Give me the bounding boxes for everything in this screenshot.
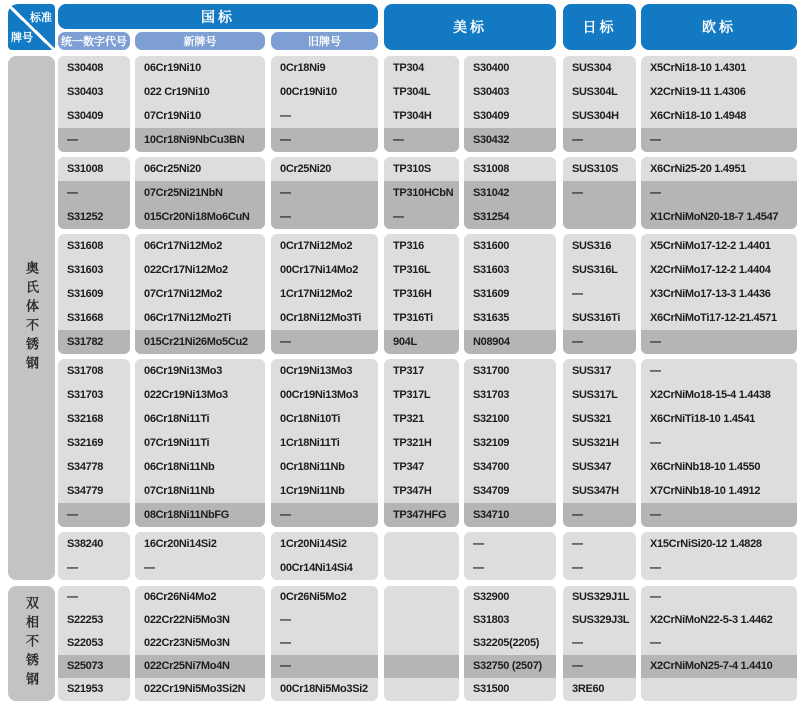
grade-cell: — — [641, 503, 797, 527]
grade-cell: X6CrNi18-10 1.4948 — [650, 110, 747, 122]
grade-group-block — [58, 359, 130, 527]
grade-cell: TP304H — [393, 110, 432, 122]
grade-cell: 1Cr17Ni12Mo2 — [280, 288, 353, 300]
grade-cell: S32100 — [473, 413, 510, 425]
grade-cell: SUS321H — [572, 437, 619, 449]
grade-cell: — — [650, 637, 661, 649]
grade-cell: — — [67, 591, 78, 603]
grade-cell: 06Cr25Ni20 — [144, 163, 201, 175]
grade-group-block — [384, 56, 459, 152]
grade-cell: 0Cr18Ni9 — [280, 62, 326, 74]
grade-cell: — — [650, 365, 661, 377]
grade-cell: — — [58, 128, 130, 152]
grade-cell: S31668 — [67, 312, 104, 324]
grade-cell: SUS329J1L — [572, 591, 630, 603]
section-label — [8, 56, 55, 580]
grade-cell: 022Cr22Ni5Mo3N — [144, 614, 230, 626]
grade-cell: 022Cr19Ni13Mo3 — [144, 389, 228, 401]
grade-cell — [384, 632, 459, 655]
new-grade-header: 新牌号 — [135, 32, 265, 50]
grade-cell — [641, 678, 797, 701]
grade-cell: 015Cr20Ni18Mo6CuN — [135, 205, 265, 229]
grade-cell: 0Cr18Ni12Mo3Ti — [280, 312, 362, 324]
grade-cell: 00Cr14Ni14Si4 — [280, 562, 353, 574]
grade-cell: 015Cr21Ni26Mo5Cu2 — [135, 330, 265, 354]
grade-group-block — [58, 586, 130, 701]
grade-cell: — — [473, 538, 484, 550]
grade-group-block — [58, 157, 130, 229]
grade-cell: 00Cr18Ni5Mo3Si2 — [280, 683, 368, 695]
grade-group-block — [641, 157, 797, 229]
grade-cell: — — [58, 181, 130, 205]
grade-cell: 022Cr17Ni12Mo2 — [144, 264, 228, 276]
eu-standard-header: 欧标 — [641, 4, 797, 50]
grade-group-block — [563, 234, 636, 354]
grade-group-block — [58, 234, 130, 354]
grade-group-block — [271, 359, 378, 527]
grade-cell: S31782 — [58, 330, 130, 354]
grade-cell: TP304L — [393, 86, 431, 98]
standard-column — [135, 56, 265, 701]
grade-cell: TP321H — [393, 437, 432, 449]
grade-cell: 0Cr18Ni10Ti — [280, 413, 341, 425]
grade-cell: — — [271, 503, 378, 527]
grade-cell: S31635 — [473, 312, 510, 324]
grade-cell: 1Cr19Ni11Nb — [280, 485, 345, 497]
grade-cell — [563, 205, 636, 229]
grade-cell: X1CrNiMoN20-18-7 1.4547 — [641, 205, 797, 229]
grade-cell: SUS316Ti — [572, 312, 621, 324]
grade-cell: 0Cr25Ni20 — [280, 163, 332, 175]
grade-cell: S31703 — [67, 389, 104, 401]
grade-group-block — [384, 234, 459, 354]
grade-cell: TP347H — [393, 485, 432, 497]
grade-cell: S30409 — [473, 110, 510, 122]
grade-cell: 06Cr17Ni12Mo2Ti — [144, 312, 232, 324]
grade-cell: — — [271, 330, 378, 354]
grade-cell: TP347HFG — [384, 503, 459, 527]
grade-cell: 07Cr25Ni21NbN — [135, 181, 265, 205]
grade-group-block — [464, 157, 556, 229]
grade-cell — [384, 556, 459, 580]
grade-group-block — [58, 532, 130, 580]
grade-cell: SUS317 — [572, 365, 612, 377]
grade-cell: X7CrNiNb18-10 1.4912 — [650, 485, 761, 497]
grade-cell: SUS347 — [572, 461, 612, 473]
grade-cell: 00Cr17Ni14Mo2 — [280, 264, 359, 276]
grade-cell: 0Cr26Ni5Mo2 — [280, 591, 347, 603]
table-body — [8, 56, 797, 701]
grade-cell: 06Cr26Ni4Mo2 — [144, 591, 217, 603]
grade-cell: SUS321 — [572, 413, 612, 425]
grade-group-block — [464, 586, 556, 701]
grade-cell: TP304 — [393, 62, 424, 74]
table-header — [8, 4, 797, 50]
grade-cell: — — [58, 503, 130, 527]
grade-cell: 07Cr18Ni11Nb — [144, 485, 215, 497]
grade-cell: S30400 — [473, 62, 510, 74]
grade-cell: SUS304 — [572, 62, 612, 74]
grade-cell: N08904 — [464, 330, 556, 354]
grade-cell: X2CrNi19-11 1.4306 — [650, 86, 746, 98]
grade-cell: S21953 — [67, 683, 104, 695]
grade-cell: SUS347H — [572, 485, 619, 497]
grade-cell: — — [572, 288, 583, 300]
grade-cell: S31600 — [473, 240, 510, 252]
grade-cell: 08Cr18Ni11NbFG — [135, 503, 265, 527]
grade-cell: X2CrNiMo18-15-4 1.4438 — [650, 389, 771, 401]
grade-cell: 022Cr23Ni5Mo3N — [144, 637, 230, 649]
corner-label-standard: 标准 — [30, 12, 52, 24]
grade-cell: TP347 — [393, 461, 424, 473]
grade-cell: SUS310S — [572, 163, 619, 175]
standard-column — [384, 56, 459, 701]
grade-group-block — [563, 157, 636, 229]
grade-cell: TP316L — [393, 264, 431, 276]
grade-cell — [384, 678, 459, 701]
grade-cell: TP317L — [393, 389, 431, 401]
grade-cell: S38240 — [67, 538, 104, 550]
grade-cell: S31703 — [473, 389, 510, 401]
grade-cell — [384, 609, 459, 632]
grade-cell: S31042 — [464, 181, 556, 205]
gb-header-group — [58, 4, 378, 50]
grade-group-block — [384, 359, 459, 527]
grade-cell: 904L — [384, 330, 459, 354]
grade-cell: — — [650, 562, 661, 574]
grade-cell: 00Cr19Ni13Mo3 — [280, 389, 359, 401]
jp-standard-header: 日标 — [563, 4, 636, 50]
grade-cell: 07Cr19Ni10 — [144, 110, 201, 122]
grade-group-block — [271, 234, 378, 354]
grade-cell: — — [384, 205, 459, 229]
grade-cell: X6CrNiMoTi17-12-21.4571 — [650, 312, 777, 324]
standard-column — [271, 56, 378, 701]
grade-cell: — — [650, 437, 661, 449]
grade-cell: 022 Cr19Ni10 — [144, 86, 210, 98]
standard-column — [641, 56, 797, 701]
grade-group-block — [384, 586, 459, 701]
grade-cell: S34710 — [464, 503, 556, 527]
grade-cell: SUS317L — [572, 389, 618, 401]
grade-cell: — — [572, 637, 583, 649]
grade-cell: S22053 — [67, 637, 104, 649]
grade-cell: S34700 — [473, 461, 510, 473]
grade-cell: 06Cr19Ni13Mo3 — [144, 365, 223, 377]
grade-group-block — [641, 359, 797, 527]
grade-cell: SUS316 — [572, 240, 612, 252]
grade-cell: TP317 — [393, 365, 424, 377]
grade-cell: — — [280, 637, 291, 649]
corner-label-grade: 牌号 — [11, 32, 33, 44]
grade-cell: TP310S — [393, 163, 431, 175]
grade-cell: 07Cr19Ni11Ti — [144, 437, 210, 449]
grade-group-block — [135, 586, 265, 701]
grade-group-block — [135, 56, 265, 152]
grade-cell: 10Cr18Ni9NbCu3BN — [135, 128, 265, 152]
grade-group-block — [563, 56, 636, 152]
corner-header-cell — [8, 4, 55, 50]
grade-cell: — — [473, 562, 484, 574]
grade-cell: S31708 — [67, 365, 104, 377]
grade-group-block — [384, 157, 459, 229]
grade-cell: X6CrNiNb18-10 1.4550 — [650, 461, 761, 473]
grade-group-block — [464, 359, 556, 527]
grade-cell: S30403 — [473, 86, 510, 98]
grade-cell: S30408 — [67, 62, 104, 74]
grade-cell: TP316 — [393, 240, 424, 252]
grade-cell: — — [271, 205, 378, 229]
grade-cell: X2CrNiMoN22-5-3 1.4462 — [650, 614, 773, 626]
grade-cell: — — [280, 110, 291, 122]
grade-cell: TP316Ti — [393, 312, 433, 324]
section-label — [8, 586, 55, 701]
grade-group-block — [135, 359, 265, 527]
grade-cell: 06Cr18Ni11Ti — [144, 413, 210, 425]
grade-cell: S34779 — [67, 485, 104, 497]
grade-cell: S31609 — [67, 288, 104, 300]
grade-cell: S32109 — [473, 437, 510, 449]
grade-cell: S32205(2205) — [473, 637, 540, 649]
grade-cell: 022Cr19Ni5Mo3Si2N — [144, 683, 246, 695]
grade-cell: S31700 — [473, 365, 510, 377]
grade-cell: S32900 — [473, 591, 510, 603]
grade-cell: — — [563, 181, 636, 205]
standard-column — [563, 56, 636, 701]
grade-cell: X2CrNiMo17-12-2 1.4404 — [650, 264, 771, 276]
grade-group-block — [641, 586, 797, 701]
grade-cell: 1Cr20Ni14Si2 — [280, 538, 347, 550]
grade-group-block — [135, 234, 265, 354]
grade-cell: 06Cr18Ni11Nb — [144, 461, 215, 473]
grade-cell: — — [572, 562, 583, 574]
grade-cell: S25073 — [58, 655, 130, 678]
unified-number-code-header: 统一数字代号 — [58, 32, 130, 50]
grade-cell: S34778 — [67, 461, 104, 473]
grade-cell — [384, 532, 459, 556]
grade-cell: — — [271, 181, 378, 205]
grade-cell: TP310HCbN — [384, 181, 459, 205]
grade-cell: SUS304L — [572, 86, 618, 98]
section-label-text: 奥氏体不锈钢 — [24, 261, 39, 375]
grade-cell: TP316H — [393, 288, 432, 300]
gb-standard-header: 国标 — [58, 4, 378, 29]
grade-cell: SUS316L — [572, 264, 618, 276]
grade-cell: X3CrNiMo17-13-3 1.4436 — [650, 288, 771, 300]
grade-cell: S32168 — [67, 413, 104, 425]
grade-group-block — [271, 532, 378, 580]
grade-cell — [384, 655, 459, 678]
grade-cell: — — [271, 128, 378, 152]
grade-cell: X5CrNi18-10 1.4301 — [650, 62, 747, 74]
grade-cell: X5CrNiMo17-12-2 1.4401 — [650, 240, 771, 252]
grade-cell: S31603 — [473, 264, 510, 276]
grade-group-block — [271, 157, 378, 229]
grade-cell: TP321 — [393, 413, 424, 425]
grade-group-block — [464, 56, 556, 152]
grade-cell: — — [641, 128, 797, 152]
grade-cell: — — [384, 128, 459, 152]
grade-cell: — — [563, 128, 636, 152]
grade-cell: 0Cr18Ni11Nb — [280, 461, 345, 473]
grade-cell: 3RE60 — [572, 683, 605, 695]
grade-cell: SUS304H — [572, 110, 619, 122]
grade-group-block — [641, 234, 797, 354]
grade-group-block — [271, 56, 378, 152]
grade-cell: — — [563, 330, 636, 354]
grade-cell: 07Cr17Ni12Mo2 — [144, 288, 223, 300]
grade-group-block — [641, 56, 797, 152]
grade-cell: S31008 — [67, 163, 104, 175]
grade-cell: X15CrNiSi20-12 1.4828 — [650, 538, 762, 550]
us-standard-header: 美标 — [384, 4, 556, 50]
grade-cell: S31608 — [67, 240, 104, 252]
grade-cell: S22253 — [67, 614, 104, 626]
grade-cell: 06Cr19Ni10 — [144, 62, 201, 74]
grade-group-block — [58, 56, 130, 152]
grade-cell: S34709 — [473, 485, 510, 497]
grade-cell: — — [67, 562, 78, 574]
grade-cell: S31252 — [58, 205, 130, 229]
grade-group-block — [135, 157, 265, 229]
grade-cell: X6CrNi25-20 1.4951 — [650, 163, 747, 175]
grade-group-block — [464, 532, 556, 580]
grade-group-block — [135, 532, 265, 580]
grade-cell: S32750 (2507) — [464, 655, 556, 678]
grade-cell: S30403 — [67, 86, 104, 98]
grade-cell: — — [563, 503, 636, 527]
grade-cell: — — [641, 181, 797, 205]
old-grade-header: 旧牌号 — [271, 32, 378, 50]
grade-group-block — [464, 234, 556, 354]
grade-cell: 0Cr17Ni12Mo2 — [280, 240, 353, 252]
grade-cell: S31500 — [473, 683, 510, 695]
grade-cell: — — [144, 562, 155, 574]
grade-cell: — — [563, 655, 636, 678]
standard-column — [58, 56, 130, 701]
grade-group-block — [563, 532, 636, 580]
grade-cell: — — [641, 330, 797, 354]
grade-cell: 022Cr25Ni7Mo4N — [135, 655, 265, 678]
grade-cell: S30409 — [67, 110, 104, 122]
grade-group-block — [563, 359, 636, 527]
grade-cell: 1Cr18Ni11Ti — [280, 437, 340, 449]
grade-cell: — — [650, 591, 661, 603]
grade-cell: S31803 — [473, 614, 510, 626]
section-label-text: 双相不锈钢 — [24, 596, 39, 691]
grade-cell: S30432 — [464, 128, 556, 152]
grade-cell: S31603 — [67, 264, 104, 276]
grade-cell: X6CrNiTi18-10 1.4541 — [650, 413, 756, 425]
grade-cell: — — [280, 614, 291, 626]
grade-cell: 06Cr17Ni12Mo2 — [144, 240, 223, 252]
grade-group-block — [384, 532, 459, 580]
grade-cell: X2CrNiMoN25-7-4 1.4410 — [641, 655, 797, 678]
gb-subheader-row — [58, 32, 378, 50]
grade-cell: S31008 — [473, 163, 510, 175]
grade-cell: 0Cr19Ni13Mo3 — [280, 365, 353, 377]
grade-cell — [384, 586, 459, 609]
grade-cell: S31254 — [464, 205, 556, 229]
grade-cell: — — [271, 655, 378, 678]
grade-group-block — [271, 586, 378, 701]
grade-group-block — [563, 586, 636, 701]
grade-cell: 16Cr20Ni14Si2 — [144, 538, 217, 550]
section-label-column — [8, 56, 55, 701]
grade-cell: — — [572, 538, 583, 550]
grade-cell: S32169 — [67, 437, 104, 449]
grade-cell: S31609 — [473, 288, 510, 300]
grade-group-block — [641, 532, 797, 580]
standard-column — [464, 56, 556, 701]
grade-cell: SUS329J3L — [572, 614, 630, 626]
grade-cell: 00Cr19Ni10 — [280, 86, 337, 98]
